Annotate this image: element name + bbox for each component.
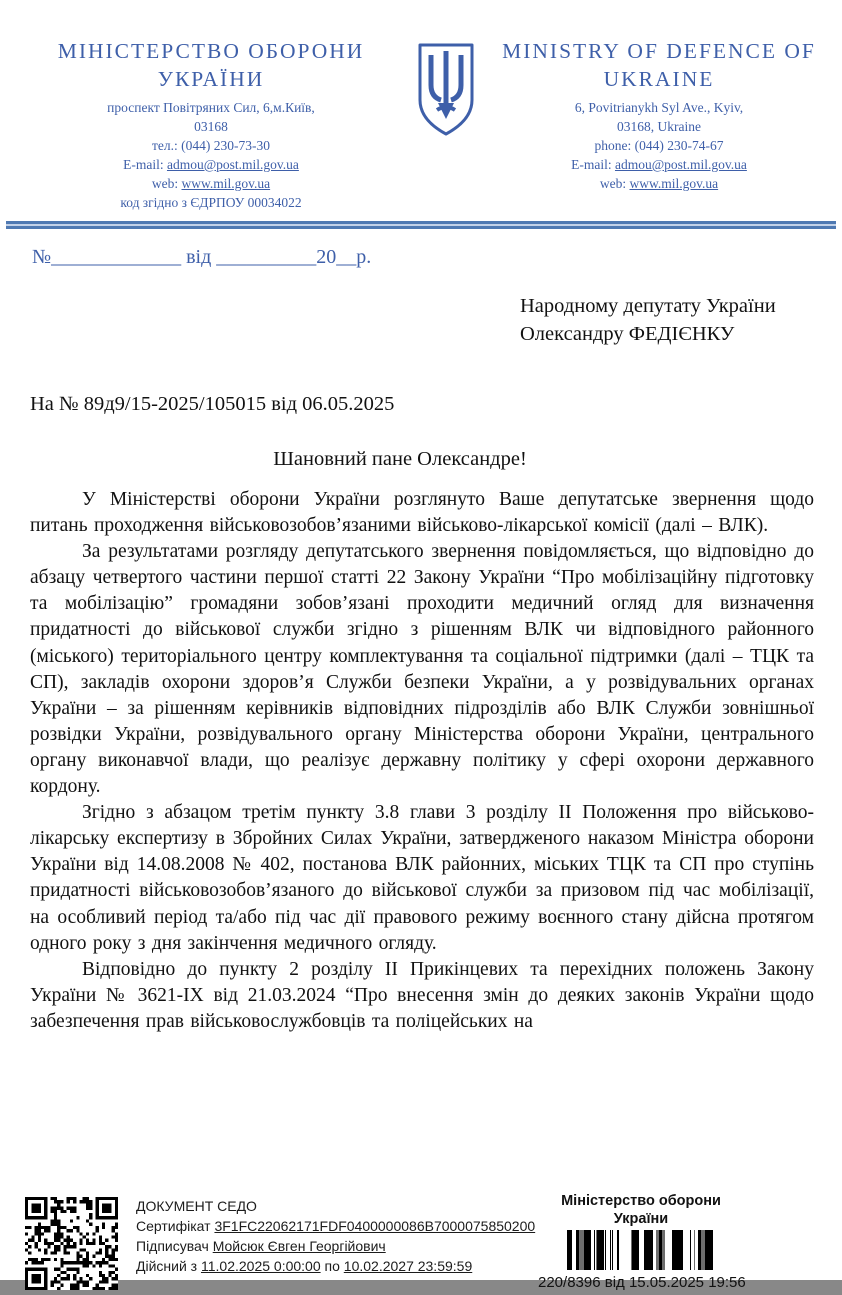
letterhead-ukrainian bbox=[28, 38, 394, 212]
ministry-title-en: MINISTRY OF DEFENCE OF UKRAINE bbox=[502, 39, 816, 91]
email-row-en bbox=[500, 155, 818, 174]
sedo-system-label: ДОКУМЕНТ СЕДО bbox=[136, 1198, 257, 1214]
letterhead-divider-rule bbox=[6, 221, 836, 229]
body-paragraph: За результатами розгляду депутатського звернення повідомляється, що відповідно до абзацу четвертого частини першої статті 22 Закону України “Про мобілізаційну підготовку та мобілізацію” громадяни зобов’язані проходити медичний огляд для визначення придатності до військової служби згідно з рішенням ВЛК чи відповідного районного (міського) територіального центру комплектування та соціальної підтримки (далі – ТЦК та СП), закладів охорони здоров’я Служби безпеки України, а у розвідувальних органах України – за рішенням керівників відповідних підрозділів або ВЛК Служби зовнішньої розвідки України, розвідувального органу Міністерства оборони України, центрального органу виконавчої влади, що реалізує державну політику у сфері охорони державного кордону. bbox=[30, 541, 814, 798]
address-en-line2: 03168, Ukraine bbox=[617, 118, 701, 134]
salutation: Шановний пане Олександре! bbox=[273, 448, 527, 470]
letter-body bbox=[30, 487, 814, 1035]
email-row-uk bbox=[28, 155, 394, 174]
certificate-value: 3F1FC22062171FDF0400000086B7000075850200 bbox=[214, 1218, 536, 1234]
validity-row bbox=[136, 1256, 536, 1276]
certificate-label: Сертифікат bbox=[136, 1218, 215, 1234]
in-reply-to-line: На № 89д9/15-2025/105015 від 06.05.2025 bbox=[30, 393, 395, 415]
validity-to-date: 10.02.2027 23:59:59 bbox=[343, 1258, 473, 1274]
web-link-uk[interactable]: www.mil.gov.ua bbox=[181, 175, 271, 191]
ukraine-trident-icon bbox=[404, 40, 488, 140]
web-label-uk: web: bbox=[151, 175, 182, 191]
email-link-uk[interactable]: admou@post.mil.gov.ua bbox=[166, 156, 299, 172]
edrpou-code: код згідно з ЄДРПОУ 00034022 bbox=[120, 194, 302, 210]
signer-label: Підписувач bbox=[136, 1238, 213, 1254]
address-en-line1: 6, Povitrianykh Syl Ave., Kyiv, bbox=[574, 99, 744, 115]
certificate-row bbox=[136, 1216, 536, 1236]
address-uk-line1: проспект Повітряних Сил, 6,м.Київ, bbox=[107, 99, 315, 115]
phone-en: phone: (044) 230-74-67 bbox=[594, 137, 724, 153]
barcode bbox=[567, 1230, 715, 1270]
signer-row bbox=[136, 1236, 536, 1256]
registration-number: 220/8396 від 15.05.2025 19:56 bbox=[538, 1274, 746, 1291]
ministry-title-uk: МІНІСТЕРСТВО ОБОРОНИ УКРАЇНИ bbox=[57, 39, 365, 91]
phone-uk: тел.: (044) 230-73-30 bbox=[152, 137, 270, 153]
email-label-en: E-mail: bbox=[571, 156, 615, 172]
addressee-block bbox=[520, 292, 776, 348]
outgoing-number-blank: №_____________ від __________20__р. bbox=[32, 246, 372, 268]
body-paragraph: Відповідно до пункту 2 розділу ІІ Прикінцевих та перехідних положень Закону України № 3621-ІХ від 21.03.2024 “Про внесення змін до деяких законів України щодо забезпечення прав військовослужбовців та поліцейських на bbox=[30, 958, 814, 1032]
addressee-title: Народному депутату України bbox=[520, 295, 776, 317]
web-row-en bbox=[500, 174, 818, 193]
email-link-en[interactable]: admou@post.mil.gov.ua bbox=[614, 156, 747, 172]
validity-label-from: Дійсний з bbox=[136, 1258, 201, 1274]
letterhead-english bbox=[500, 38, 818, 193]
body-paragraph: Згідно з абзацом третім пункту 3.8 глави 3 розділу ІІ Положення про військово-лікарську експертизу в Збройних Силах України, затвердженого наказом Міністра оборони України від 14.08.2008 № 402, постанова ВЛК районних, міських ТЦК та СП про ступінь придатності військовозобов’язаного до військової служби за призовом під час мобілізації, на особливий період та/або під час дії правового режиму воєнного стану дійсна протягом одного року з дня закінчення медичного огляду. bbox=[30, 802, 814, 954]
email-label-uk: E-mail: bbox=[123, 156, 167, 172]
body-paragraph: У Міністерстві оборони України розглянуто Ваше депутатське звернення щодо питань проходження військовозобов’язаними військово-лікарської комісії (далі – ВЛК). bbox=[30, 489, 814, 537]
address-uk-line2: 03168 bbox=[194, 118, 228, 134]
digital-signature-block bbox=[136, 1196, 536, 1276]
addressee-name: Олександру ФЕДІЄНКУ bbox=[520, 323, 735, 345]
validity-from-date: 11.02.2025 0:00:00 bbox=[200, 1258, 321, 1274]
validity-label-to: по bbox=[320, 1258, 344, 1274]
registration-org: Міністерство оборони України bbox=[561, 1193, 721, 1227]
web-row-uk bbox=[28, 174, 394, 193]
signer-name: Мойсюк Євген Георгійович bbox=[212, 1238, 386, 1254]
qr-code bbox=[25, 1197, 118, 1290]
web-link-en[interactable]: www.mil.gov.ua bbox=[629, 175, 719, 191]
web-label-en: web: bbox=[599, 175, 630, 191]
registration-stamp bbox=[538, 1192, 744, 1291]
